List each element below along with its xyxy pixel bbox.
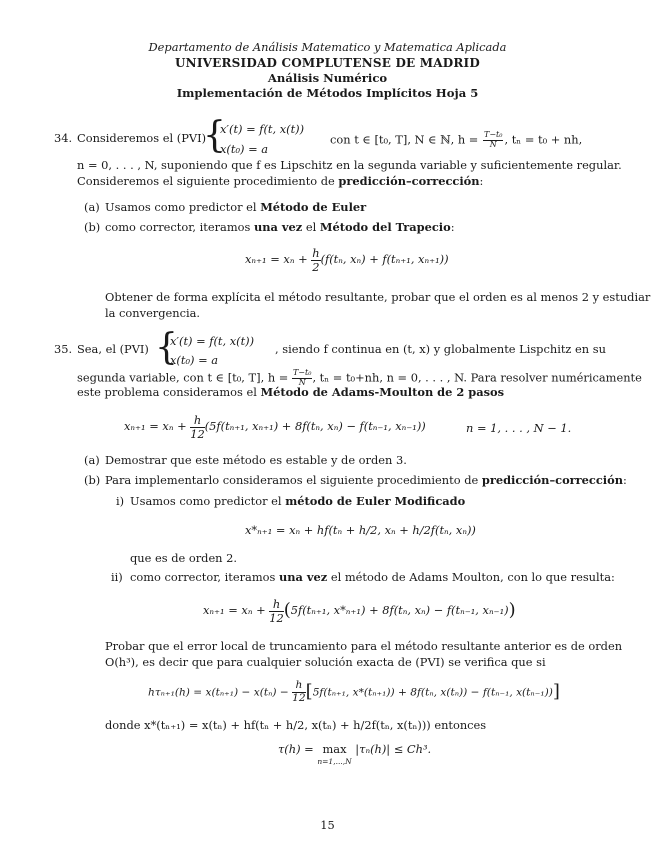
problem-lead: Consideremos el (PVI) bbox=[77, 131, 207, 145]
item-a-label: (a) bbox=[84, 453, 100, 467]
truncation-equation: hτₙ₊₁(h) = x(tₙ₊₁) − x(tₙ) − $\frac{h}{12}$ [5f(tₙ₊₁, x*(tₙ₊₁)) + 8f(tₙ, x(tₙ)) − f(tₙ₋₁, x(tₙ₋₁))] bbox=[148, 679, 560, 704]
sub-item-ii-label: ii) bbox=[111, 570, 123, 584]
item-a-label: (a) bbox=[84, 200, 100, 214]
problem-line-3: Consideremos el siguiente procedimiento de predicción–corrección: bbox=[77, 174, 484, 188]
system-eq-1: x′(t) = f(t, x(t)) bbox=[220, 122, 305, 136]
problem-line-2: n = 0, . . . , N, suponiendo que f es Lipschitz en la segunda variable y suficientemente regular. bbox=[77, 158, 622, 172]
department-line: Departamento de Análisis Matematico y Matematica Aplicada bbox=[148, 40, 507, 54]
system-brace: { bbox=[155, 327, 178, 368]
trapezoid-equation: xₙ₊₁ = xₙ + $\frac{h}{2}$ (f(tₙ, xₙ) + f(tₙ₊₁, xₙ₊₁)) bbox=[245, 246, 449, 274]
system-brace: { bbox=[203, 115, 226, 156]
final-line-1: Obtener de forma explícita el método resultante, probar que el orden es al menos 2 y estudiar bbox=[105, 290, 651, 304]
item-b-text: como corrector, iteramos una vez el Método del Trapecio: bbox=[105, 220, 455, 234]
problem-line-3: este problema consideramos el Método de Adams-Moulton de 2 pasos bbox=[77, 385, 505, 399]
condition-text: con t ∈ [t₀, T], N ∈ ℕ, h = $\frac{\text{T−t₀}}{N}$ , tₙ = t₀ + nh, bbox=[330, 130, 583, 149]
problem-statement-2: O(h³), es decir que para cualquier solución exacta de (PVI) se verifica que si bbox=[105, 655, 546, 669]
range-text: n = 1, . . . , N − 1. bbox=[466, 421, 572, 435]
item-b-text: Para implementarlo consideramos el siguiente procedimiento de predicción–corrección: bbox=[105, 473, 627, 487]
tau-equation: τ(h) = max n=1,...,N |τₙ(h)| ≤ Ch³. bbox=[278, 742, 432, 766]
item-b-label: (b) bbox=[84, 473, 101, 487]
system-eq-2: x(t₀) = a bbox=[170, 353, 219, 367]
problem-lead: Sea, el (PVI) bbox=[77, 342, 149, 356]
condition-text: , siendo f continua en (t, x) y globalmente Lispchitz en su bbox=[275, 342, 606, 356]
course-line: Análisis Numérico bbox=[267, 71, 388, 85]
corrector-equation: xₙ₊₁ = xₙ + $\frac{h}{12}$ (5f(tₙ₊₁, x*ₙ₊₁) + 8f(tₙ, xₙ) − f(tₙ₋₁, xₙ₋₁)) bbox=[203, 597, 516, 625]
problem-line-2: segunda variable, con t ∈ [t₀, T], h = $\frac{\text{T−t₀}}{N}$ , tₙ = t₀+nh, n = 0, . . . , N. Para resolver numéricamente bbox=[77, 368, 642, 387]
donde-line: donde x*(tₙ₊₁) = x(tₙ) + hf(tₙ + h/2, x(tₙ) + h/2f(tₙ, x(tₙ))) entonces bbox=[105, 718, 487, 732]
system-eq-1: x′(t) = f(t, x(t)) bbox=[170, 334, 255, 348]
item-a-text: Usamos como predictor el Método de Euler bbox=[105, 200, 367, 214]
final-line-2: la convergencia. bbox=[105, 306, 201, 320]
adams-moulton-equation: xₙ₊₁ = xₙ + $\frac{h}{12}$ (5f(tₙ₊₁, xₙ₊₁) + 8f(tₙ, xₙ) − f(tₙ₋₁, xₙ₋₁)) bbox=[124, 413, 426, 441]
predictor-equation: x*ₙ₊₁ = xₙ + hf(tₙ + h/2, xₙ + h/2f(tₙ, xₙ)) bbox=[245, 523, 476, 537]
problem-number: 35. bbox=[54, 342, 73, 356]
university-line: UNIVERSIDAD COMPLUTENSE DE MADRID bbox=[175, 56, 480, 70]
problem-number: 34. bbox=[54, 131, 73, 145]
page-number: 15 bbox=[320, 818, 335, 832]
order-2-text: que es de orden 2. bbox=[130, 551, 238, 565]
sub-item-ii-text: como corrector, iteramos una vez el método de Adams Moulton, con lo que resulta: bbox=[130, 570, 615, 584]
system-eq-2: x(t₀) = a bbox=[220, 142, 269, 156]
sub-item-i-label: i) bbox=[116, 494, 125, 508]
sub-item-i-text: Usamos como predictor el método de Euler Modificado bbox=[130, 494, 466, 508]
item-a-text: Demostrar que este método es estable y de orden 3. bbox=[105, 453, 407, 467]
sheet-title: Implementación de Métodos Implícitos Hoja 5 bbox=[176, 86, 479, 100]
problem-statement-1: Probar que el error local de truncamiento para el método resultante anterior es de orden bbox=[105, 639, 623, 653]
item-b-label: (b) bbox=[84, 220, 101, 234]
